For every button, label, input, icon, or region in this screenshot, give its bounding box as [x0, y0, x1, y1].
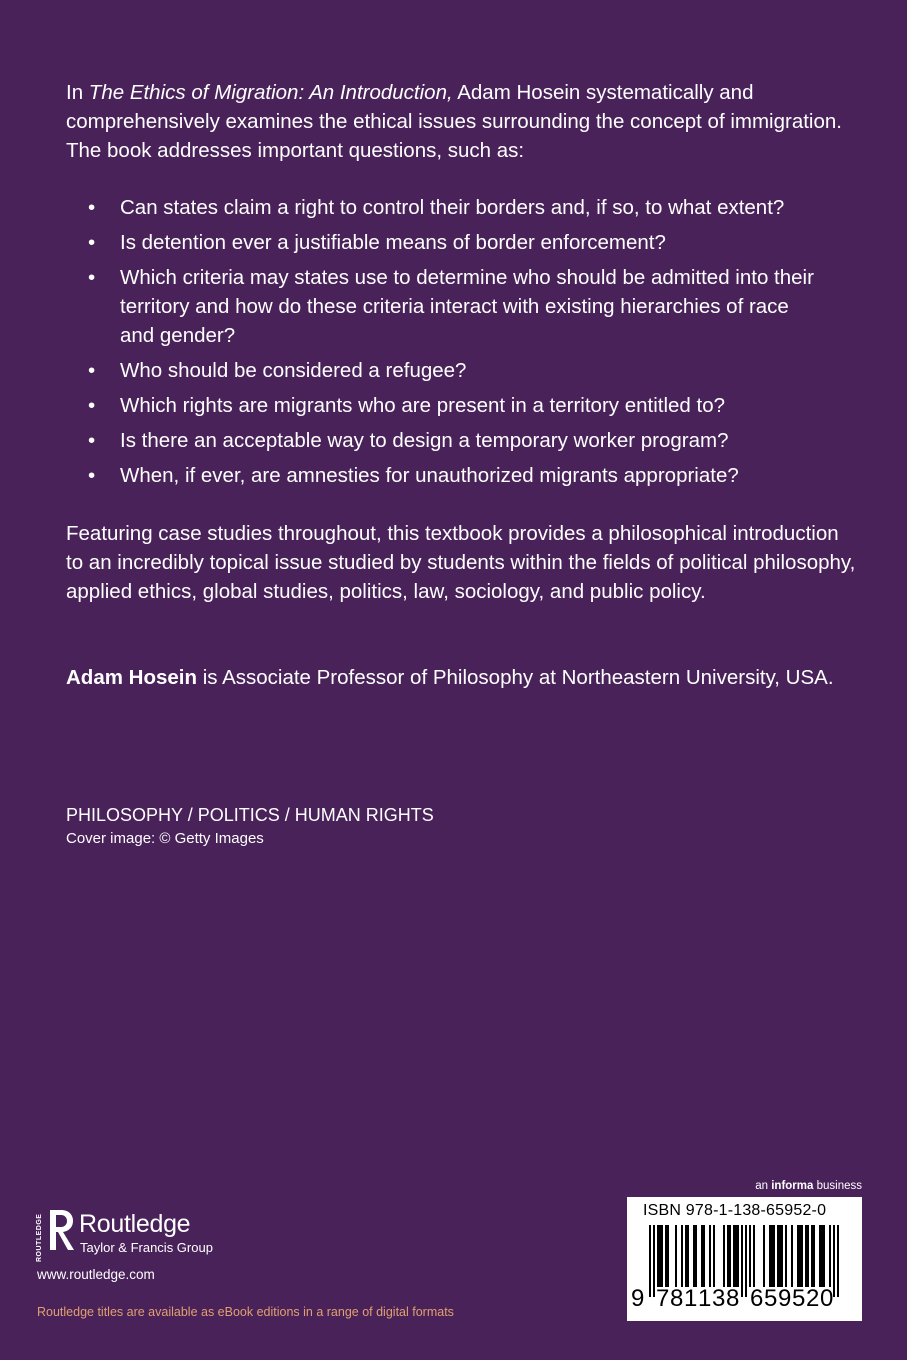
author-bio-text: is Associate Professor of Philosophy at Northeastern University, USA.	[197, 666, 834, 689]
intro-prefix: In	[66, 81, 89, 104]
barcode-bar	[665, 1225, 667, 1287]
barcode-bar	[805, 1225, 807, 1287]
list-item	[88, 391, 828, 420]
bullet-icon: •	[88, 394, 96, 417]
barcode-bar	[687, 1225, 689, 1287]
publisher-group: Taylor & Francis Group	[80, 1240, 213, 1255]
barcode-bar	[745, 1225, 747, 1297]
barcode-digit: 3	[712, 1285, 727, 1312]
routledge-r-icon	[47, 1208, 77, 1252]
publisher-website: www.routledge.com	[37, 1267, 155, 1282]
bullet-icon: •	[88, 196, 96, 219]
publisher-name: Routledge	[79, 1210, 191, 1238]
bullet-icon: •	[88, 231, 96, 254]
barcode-bar	[713, 1225, 715, 1287]
barcode-bar	[703, 1225, 705, 1287]
ebook-note: Routledge titles are available as eBook editions in a range of digital formats	[37, 1305, 454, 1319]
barcode-digit: 1	[684, 1285, 699, 1312]
bullet-icon: •	[88, 266, 96, 289]
barcode-bar	[819, 1225, 821, 1287]
question-text: Which rights are migrants who are present in a territory entitled to?	[120, 394, 726, 417]
list-item	[88, 461, 828, 490]
barcode-bar	[779, 1225, 781, 1287]
list-item	[88, 426, 828, 455]
informa-brand: informa	[771, 1180, 814, 1192]
barcode-bar	[661, 1225, 663, 1287]
cover-credit: Cover image: © Getty Images	[66, 830, 264, 847]
barcode-digit: 1	[698, 1285, 713, 1312]
barcode-bar	[653, 1225, 655, 1297]
barcode-bar	[801, 1225, 803, 1287]
barcode-digit: 6	[750, 1285, 765, 1312]
barcode-bar	[781, 1225, 783, 1287]
question-text: Is detention ever a justifiable means of border enforcement?	[120, 231, 666, 254]
bullet-icon: •	[88, 464, 96, 487]
intro-paragraph	[66, 78, 856, 165]
barcode-bar	[675, 1225, 677, 1287]
barcode-bar	[735, 1225, 737, 1287]
barcode-bar	[709, 1225, 711, 1287]
routledge-logo	[34, 1208, 274, 1268]
barcode-digit: 5	[764, 1285, 779, 1312]
barcode-bar	[737, 1225, 739, 1287]
author-name: Adam Hosein	[66, 666, 197, 689]
barcode-bar	[681, 1225, 683, 1287]
barcode-bar	[693, 1225, 695, 1287]
barcode-bar	[723, 1225, 725, 1287]
barcode-bar	[799, 1225, 801, 1287]
barcode-digit: 5	[792, 1285, 807, 1312]
question-text: Can states claim a right to control their borders and, if so, to what extent?	[120, 196, 785, 219]
barcode-bar	[727, 1225, 729, 1287]
barcode-bar	[733, 1225, 735, 1287]
barcode-bar	[657, 1225, 659, 1287]
barcode-digit: 9	[631, 1285, 646, 1312]
logo-vertical-wordmark: ROUTLEDGE	[36, 1213, 43, 1263]
list-item	[88, 356, 828, 385]
informa-prefix: an	[755, 1180, 772, 1192]
isbn-barcode	[627, 1197, 862, 1321]
question-text: Which criteria may states use to determine who should be admitted into their territory and how do these criteria interact with existing hierarchies of race and gender?	[120, 266, 814, 347]
book-title: The Ethics of Migration: An Introduction,	[88, 81, 453, 104]
barcode-bar	[763, 1225, 765, 1287]
barcode-bar	[685, 1225, 687, 1287]
barcode-bar	[753, 1225, 755, 1287]
question-list	[88, 193, 828, 496]
barcode-digit: 9	[778, 1285, 793, 1312]
list-item	[88, 263, 828, 350]
list-item	[88, 193, 828, 222]
routledge-mark-icon	[34, 1208, 74, 1268]
barcode-bar	[771, 1225, 773, 1287]
barcode-bar	[773, 1225, 775, 1287]
barcode-bar	[659, 1225, 661, 1287]
barcode-bar	[769, 1225, 771, 1287]
barcode-bar	[785, 1225, 787, 1287]
question-text: Is there an acceptable way to design a temporary worker program?	[120, 429, 729, 452]
barcode-bar	[807, 1225, 809, 1287]
barcode-digit: 7	[656, 1285, 671, 1312]
subject-categories: PHILOSOPHY / POLITICS / HUMAN RIGHTS	[66, 805, 434, 825]
barcode-bar	[811, 1225, 813, 1287]
barcode-digit: 8	[726, 1285, 741, 1312]
informa-tagline	[755, 1179, 862, 1194]
barcode-digit: 0	[820, 1285, 835, 1312]
barcode-bar	[649, 1225, 651, 1297]
barcode-bar	[741, 1225, 743, 1297]
bullet-icon: •	[88, 429, 96, 452]
barcode-bar	[701, 1225, 703, 1287]
informa-suffix: business	[813, 1180, 862, 1192]
question-text: When, if ever, are amnesties for unauthorized migrants appropriate?	[120, 464, 739, 487]
barcode-bar	[749, 1225, 751, 1287]
barcode-bar	[777, 1225, 779, 1287]
list-item	[88, 228, 828, 257]
barcode-bar	[813, 1225, 815, 1287]
barcode-bar	[829, 1225, 831, 1287]
barcode-bar	[695, 1225, 697, 1287]
barcode-bar	[837, 1225, 839, 1297]
isbn-label: ISBN 978-1-138-65952-0	[643, 1202, 827, 1219]
bullet-icon: •	[88, 359, 96, 382]
author-bio	[66, 663, 856, 692]
barcode-bar	[729, 1225, 731, 1287]
barcode-bar	[821, 1225, 823, 1287]
intro-rest: Adam Hosein systematically and comprehensively examines the ethical issues surrounding the concept of immigration. The book addresses important questions, such as:	[66, 81, 842, 162]
barcode-bar	[797, 1225, 799, 1287]
featuring-paragraph: Featuring case studies throughout, this textbook provides a philosophical introduction to an incredibly topical issue studied by students within the fields of political philosophy, applied ethics, global studies, politics, law, sociology, and public policy.	[66, 522, 856, 603]
barcode-bar	[791, 1225, 793, 1287]
barcode-bar	[667, 1225, 669, 1287]
question-text: Who should be considered a refugee?	[120, 359, 467, 382]
barcode-digit: 8	[670, 1285, 685, 1312]
barcode-bar	[823, 1225, 825, 1287]
barcode-digit: 2	[806, 1285, 821, 1312]
